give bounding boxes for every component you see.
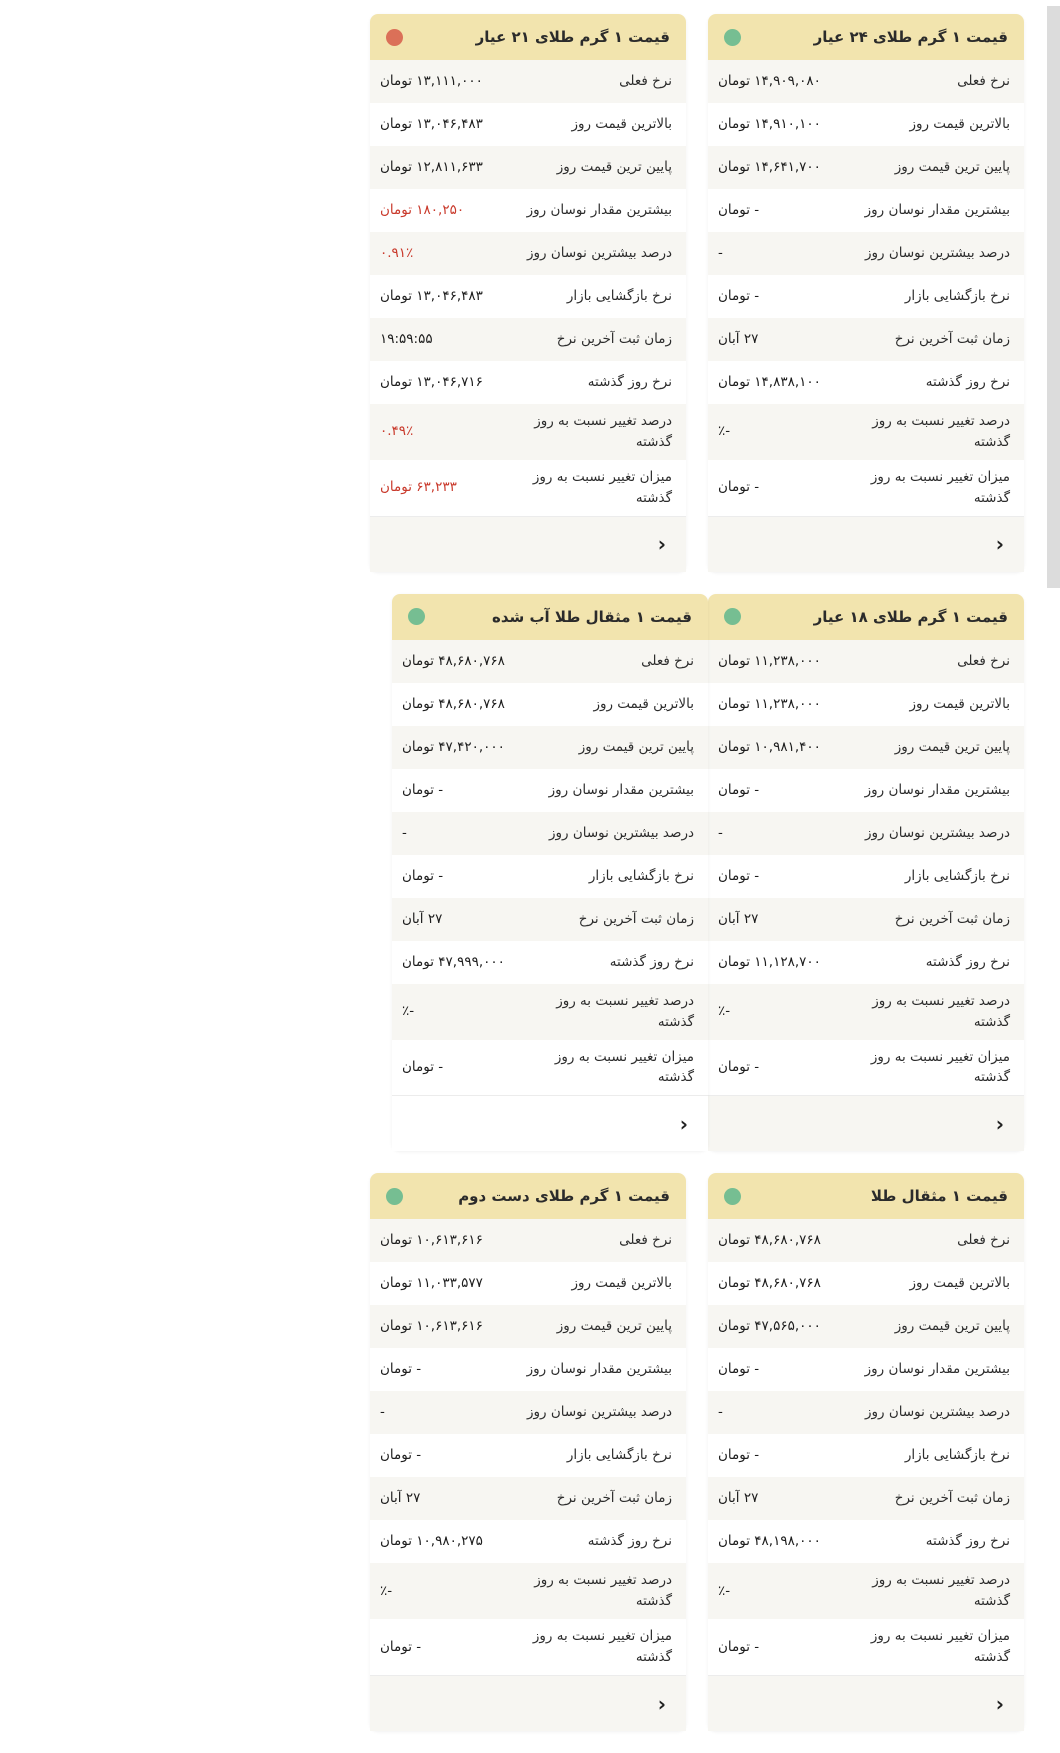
price-row — [708, 812, 1024, 855]
price-row — [708, 460, 1024, 516]
price-row-value: ۱۰,۶۱۳,۶۱۶ تومان — [380, 1318, 483, 1335]
status-dot-icon — [724, 1188, 741, 1205]
price-row-value: ۱۹:۵۹:۵۵ — [380, 331, 433, 348]
price-row-label: بیشترین مقدار نوسان روز — [864, 202, 1010, 219]
price-row — [708, 1619, 1024, 1675]
price-row — [708, 232, 1024, 275]
price-row — [370, 1563, 686, 1619]
price-card-header — [370, 1173, 686, 1219]
price-row-label: پایین ترین قیمت روز — [894, 1318, 1010, 1335]
price-row-label: نرخ روز گذشته — [609, 953, 694, 970]
price-row-value: - تومان — [718, 781, 760, 798]
price-row-label: پایین ترین قیمت روز — [894, 159, 1010, 176]
price-row-label: درصد بیشترین نوسان روز — [548, 824, 694, 841]
price-row — [708, 640, 1024, 683]
price-row — [708, 361, 1024, 404]
price-card — [370, 14, 686, 572]
price-row-value: ۰.۴۹٪ — [380, 423, 414, 440]
price-row-label: زمان ثبت آخرین نرخ — [894, 331, 1010, 348]
price-row-label: زمان ثبت آخرین نرخ — [556, 1490, 672, 1507]
price-row-value: ۱۰,۶۱۳,۶۱۶ تومان — [380, 1232, 483, 1249]
price-row — [708, 1477, 1024, 1520]
price-row-label: بالاترین قیمت روز — [909, 116, 1010, 133]
price-row-label: نرخ روز گذشته — [587, 1533, 672, 1550]
price-row-label: پایین ترین قیمت روز — [556, 1318, 672, 1335]
price-row-value: ۱۱,۱۲۸,۷۰۰ تومان — [718, 953, 821, 970]
price-row — [708, 60, 1024, 103]
price-row-label: بیشترین مقدار نوسان روز — [548, 781, 694, 798]
price-row — [370, 1477, 686, 1520]
price-row-value: ۴۸,۶۸۰,۷۶۸ تومان — [402, 652, 505, 669]
price-row — [370, 1391, 686, 1434]
price-row-value: - تومان — [402, 1058, 444, 1075]
price-row-value: ۴۸,۶۸۰,۷۶۸ تومان — [718, 1275, 821, 1292]
price-row-label: درصد بیشترین نوسان روز — [864, 1404, 1010, 1421]
price-row-label: میزان تغییر نسبت به روز گذشته — [870, 1628, 1010, 1666]
price-row-value: -٪ — [718, 1582, 731, 1599]
price-row — [708, 318, 1024, 361]
price-row — [370, 361, 686, 404]
price-row-value: ۱۱,۲۳۸,۰۰۰ تومان — [718, 652, 821, 669]
price-row-label: نرخ بازگشایی بازار — [588, 867, 694, 884]
price-row — [370, 460, 686, 516]
price-row-label: میزان تغییر نسبت به روز گذشته — [532, 468, 672, 506]
price-row-label: میزان تغییر نسبت به روز گذشته — [532, 1628, 672, 1666]
price-row-value: -٪ — [718, 1003, 731, 1020]
price-row-value: ۱۳,۰۴۶,۴۸۳ تومان — [380, 116, 483, 133]
price-row — [708, 1219, 1024, 1262]
price-row — [370, 1219, 686, 1262]
price-row-label: نرخ روز گذشته — [587, 374, 672, 391]
price-row-label: پایین ترین قیمت روز — [894, 738, 1010, 755]
price-row-label: بیشترین مقدار نوسان روز — [864, 1361, 1010, 1378]
price-row — [708, 726, 1024, 769]
price-row — [370, 146, 686, 189]
price-row-label: درصد تغییر نسبت به روز گذشته — [872, 1572, 1010, 1610]
price-row — [708, 1391, 1024, 1434]
price-row-label: بالاترین قیمت روز — [571, 1275, 672, 1292]
price-row — [392, 769, 708, 812]
price-row — [708, 1040, 1024, 1096]
price-row-value: ۱۴,۹۱۰,۱۰۰ تومان — [718, 116, 821, 133]
price-row-label: درصد بیشترین نوسان روز — [864, 824, 1010, 841]
price-row-value: - — [718, 824, 723, 841]
status-dot-icon — [724, 29, 741, 46]
price-row-value: -٪ — [718, 423, 731, 440]
price-card-footer — [708, 1095, 1024, 1151]
price-row-label: نرخ بازگشایی بازار — [904, 1447, 1010, 1464]
price-row-value: ۱۰,۹۸۱,۴۰۰ تومان — [718, 738, 821, 755]
price-card-footer — [708, 1675, 1024, 1731]
price-row — [392, 640, 708, 683]
price-row-label: نرخ فعلی — [957, 1232, 1010, 1249]
price-row — [370, 1348, 686, 1391]
price-row — [708, 984, 1024, 1040]
price-row-value: ۱۳,۱۱۱,۰۰۰ تومان — [380, 73, 483, 90]
price-row-value: ۴۷,۴۲۰,۰۰۰ تومان — [402, 738, 505, 755]
page-scrollbar-thumb[interactable] — [1047, 6, 1060, 588]
price-card — [370, 1173, 686, 1731]
price-card-rows — [370, 1219, 686, 1675]
price-row-label: نرخ فعلی — [957, 73, 1010, 90]
price-row — [370, 1434, 686, 1477]
price-row-label: نرخ بازگشایی بازار — [566, 1447, 672, 1464]
price-row-label: بالاترین قیمت روز — [909, 695, 1010, 712]
price-row-value: - تومان — [402, 781, 444, 798]
price-row-label: درصد تغییر نسبت به روز گذشته — [534, 413, 672, 450]
price-card-header — [708, 1173, 1024, 1219]
price-row-value: ۲۷ آبان — [402, 910, 443, 927]
price-row — [708, 941, 1024, 984]
price-card-title: قیمت ۱ گرم طلای ۲۴ عیار — [813, 28, 1008, 46]
price-row-value: ۱۲,۸۱۱,۶۳۳ تومان — [380, 159, 483, 176]
price-row-label: نرخ روز گذشته — [925, 1533, 1010, 1550]
price-row — [370, 318, 686, 361]
price-card — [708, 594, 1024, 1152]
price-row-value: ۱۴,۶۴۱,۷۰۰ تومان — [718, 159, 821, 176]
price-row-value: ۴۷,۹۹۹,۰۰۰ تومان — [402, 953, 505, 970]
price-row-value: - تومان — [718, 867, 760, 884]
price-row — [708, 1520, 1024, 1563]
price-row-value: ۱۱,۲۳۸,۰۰۰ تومان — [718, 695, 821, 712]
price-row-value: ۱۳,۰۴۶,۴۸۳ تومان — [380, 288, 483, 305]
price-row — [708, 1434, 1024, 1477]
price-row — [392, 855, 708, 898]
price-card-title: قیمت ۱ گرم طلای ۱۸ عیار — [813, 607, 1008, 626]
price-row-label: نرخ فعلی — [641, 652, 694, 669]
status-dot-icon — [408, 608, 425, 625]
price-row — [392, 984, 708, 1040]
price-row-value: ۴۸,۶۸۰,۷۶۸ تومان — [718, 1232, 821, 1249]
status-dot-icon — [386, 29, 403, 46]
price-card-rows — [708, 60, 1024, 516]
price-row — [708, 103, 1024, 146]
price-row-label: بیشترین مقدار نوسان روز — [526, 1361, 672, 1378]
status-dot-icon — [386, 1188, 403, 1205]
price-row-value: - تومان — [380, 1447, 422, 1464]
price-row-value: - تومان — [718, 1638, 760, 1655]
price-card — [708, 14, 1024, 572]
price-card-footer — [392, 1095, 708, 1151]
price-card-footer — [370, 516, 686, 572]
price-card-header — [370, 14, 686, 60]
price-card-title: قیمت ۱ گرم طلای دست دوم — [458, 1187, 670, 1206]
price-row-value: - تومان — [718, 479, 760, 496]
price-row-value: - تومان — [380, 1361, 422, 1378]
price-row-label: بالاترین قیمت روز — [571, 116, 672, 133]
price-row-value: - — [718, 245, 723, 262]
price-row-value: - — [402, 824, 407, 841]
price-row — [370, 189, 686, 232]
chevron-left-icon[interactable]: ‹ — [995, 532, 1004, 557]
price-row-value: - — [380, 1404, 385, 1421]
price-row — [708, 1262, 1024, 1305]
price-row — [708, 146, 1024, 189]
price-row — [708, 1563, 1024, 1619]
price-row-label: زمان ثبت آخرین نرخ — [894, 1490, 1010, 1507]
price-row-label: بیشترین مقدار نوسان روز — [526, 202, 672, 219]
price-row-value: - تومان — [718, 202, 760, 219]
price-row-label: نرخ روز گذشته — [925, 374, 1010, 391]
price-row-label: نرخ فعلی — [619, 1232, 672, 1249]
chevron-left-icon[interactable]: ‹ — [679, 1111, 688, 1136]
price-row-label: پایین ترین قیمت روز — [556, 159, 672, 176]
price-row-label: درصد بیشترین نوسان روز — [864, 245, 1010, 262]
price-card-title: قیمت ۱ مثقال طلا — [870, 1187, 1008, 1206]
price-row-value: ۱۳,۰۴۶,۷۱۶ تومان — [380, 374, 483, 391]
price-row-value: ۱۱,۰۳۳,۵۷۷ تومان — [380, 1275, 483, 1292]
price-row-label: نرخ بازگشایی بازار — [904, 288, 1010, 305]
price-cards-grid — [36, 14, 1024, 1753]
price-row — [708, 683, 1024, 726]
price-row-value: ۶۳,۲۳۳ تومان — [380, 479, 457, 496]
price-card-title: قیمت ۱ گرم طلای ۲۱ عیار — [475, 28, 670, 46]
price-row — [708, 1305, 1024, 1348]
price-row — [392, 812, 708, 855]
price-row — [370, 232, 686, 275]
chevron-left-icon[interactable]: ‹ — [657, 1691, 666, 1716]
price-card-header — [708, 14, 1024, 60]
price-row-value: - تومان — [718, 1058, 760, 1075]
price-row-value: - تومان — [380, 1638, 422, 1655]
price-row — [708, 769, 1024, 812]
price-row-label: زمان ثبت آخرین نرخ — [894, 910, 1010, 927]
price-row-label: درصد تغییر نسبت به روز گذشته — [872, 413, 1010, 450]
price-row-label: درصد تغییر نسبت به روز گذشته — [872, 992, 1010, 1030]
price-row — [370, 103, 686, 146]
price-row — [392, 726, 708, 769]
price-card — [392, 594, 708, 1152]
status-dot-icon — [724, 608, 741, 625]
price-row — [708, 189, 1024, 232]
price-row — [708, 404, 1024, 460]
price-row — [392, 898, 708, 941]
price-row-value: ۴۸,۶۸۰,۷۶۸ تومان — [402, 695, 505, 712]
price-row-label: میزان تغییر نسبت به روز گذشته — [870, 1048, 1010, 1086]
price-row — [708, 275, 1024, 318]
price-card-rows — [708, 640, 1024, 1096]
chevron-left-icon[interactable]: ‹ — [995, 1111, 1004, 1136]
price-row — [392, 941, 708, 984]
price-row-value: - تومان — [402, 867, 444, 884]
price-row-label: زمان ثبت آخرین نرخ — [556, 331, 672, 348]
price-row-label: میزان تغییر نسبت به روز گذشته — [554, 1048, 694, 1086]
price-row — [370, 1305, 686, 1348]
price-row — [370, 1520, 686, 1563]
price-row-value: - — [718, 1404, 723, 1421]
price-row-value: ۴۷,۵۶۵,۰۰۰ تومان — [718, 1318, 821, 1335]
price-row-label: نرخ بازگشایی بازار — [904, 867, 1010, 884]
price-row-label: درصد تغییر نسبت به روز گذشته — [534, 1572, 672, 1610]
price-row-value: - تومان — [718, 1361, 760, 1378]
price-row-value: ۰.۹۱٪ — [380, 245, 414, 262]
price-row — [370, 1619, 686, 1675]
price-row-value: ۱۴,۸۳۸,۱۰۰ تومان — [718, 374, 821, 391]
price-row — [370, 1262, 686, 1305]
price-row-value: ۲۷ آبان — [718, 910, 759, 927]
price-row-label: درصد تغییر نسبت به روز گذشته — [556, 992, 694, 1030]
price-row-label: نرخ فعلی — [957, 652, 1010, 669]
price-row-label: بالاترین قیمت روز — [909, 1275, 1010, 1292]
price-row-value: - تومان — [718, 1447, 760, 1464]
page-scrollbar-track[interactable] — [1047, 0, 1060, 1280]
price-row-value: ۲۷ آبان — [718, 331, 759, 348]
price-row-value: ۴۸,۱۹۸,۰۰۰ تومان — [718, 1533, 821, 1550]
price-row — [392, 1040, 708, 1096]
price-row-label: زمان ثبت آخرین نرخ — [578, 910, 694, 927]
price-row — [392, 683, 708, 726]
price-card-footer — [708, 516, 1024, 572]
chevron-left-icon[interactable]: ‹ — [995, 1691, 1004, 1716]
price-row — [708, 855, 1024, 898]
price-row — [370, 60, 686, 103]
price-card-rows — [708, 1219, 1024, 1675]
price-row-label: بالاترین قیمت روز — [593, 695, 694, 712]
price-card-header — [392, 594, 708, 640]
price-row-label: میزان تغییر نسبت به روز گذشته — [870, 468, 1010, 506]
price-row-value: -٪ — [402, 1003, 415, 1020]
price-row-label: نرخ روز گذشته — [925, 953, 1010, 970]
chevron-left-icon[interactable]: ‹ — [657, 532, 666, 557]
price-row-value: - تومان — [718, 288, 760, 305]
price-card-rows — [392, 640, 708, 1096]
price-row-value: ۲۷ آبان — [718, 1490, 759, 1507]
price-row — [370, 275, 686, 318]
price-row-label: بیشترین مقدار نوسان روز — [864, 781, 1010, 798]
price-row-value: ۱۸۰,۲۵۰ تومان — [380, 202, 465, 219]
price-card-footer — [370, 1675, 686, 1731]
price-card-title: قیمت ۱ مثقال طلا آب شده — [491, 607, 692, 626]
price-row — [708, 898, 1024, 941]
price-row-value: ۱۴,۹۰۹,۰۸۰ تومان — [718, 73, 821, 90]
price-row-label: پایین ترین قیمت روز — [578, 738, 694, 755]
price-row-value: -٪ — [380, 1582, 393, 1599]
price-card-rows — [370, 60, 686, 516]
price-row-label: درصد بیشترین نوسان روز — [526, 1404, 672, 1421]
price-row-label: نرخ بازگشایی بازار — [566, 288, 672, 305]
price-row-value: ۲۷ آبان — [380, 1490, 421, 1507]
price-row-label: درصد بیشترین نوسان روز — [526, 245, 672, 262]
price-row-value: ۱۰,۹۸۰,۲۷۵ تومان — [380, 1533, 483, 1550]
price-row-label: نرخ فعلی — [619, 73, 672, 90]
price-row — [370, 404, 686, 460]
price-card-header — [708, 594, 1024, 640]
price-row — [708, 1348, 1024, 1391]
price-card — [708, 1173, 1024, 1731]
